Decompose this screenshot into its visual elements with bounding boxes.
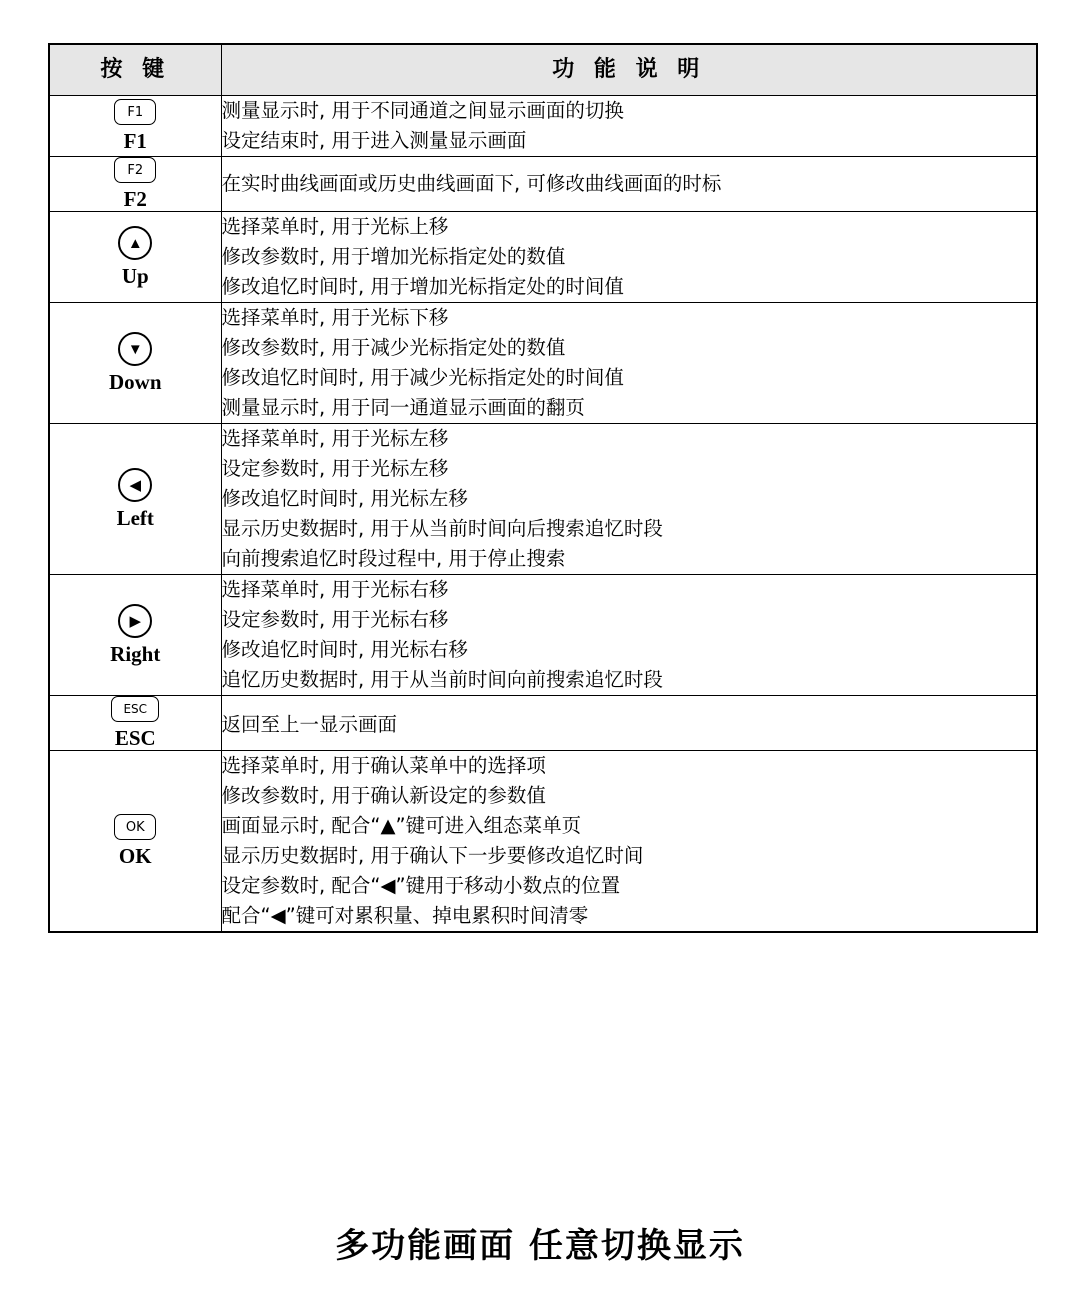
key-label: ESC	[114, 726, 156, 750]
right-arrow-key-icon	[50, 604, 221, 638]
description-line: 测量显示时, 用于同一通道显示画面的翻页	[221, 396, 585, 419]
description-line: 在实时曲线画面或历史曲线画面下, 可修改曲线画面的时标	[221, 172, 722, 195]
ok-key-icon	[50, 814, 221, 840]
key-label: OK	[118, 844, 152, 868]
key-label: F2	[123, 187, 147, 211]
description-cell	[221, 303, 1037, 424]
description-line: 设定结束时, 用于进入测量显示画面	[221, 129, 527, 152]
f1-key-button-shape: F1	[114, 99, 156, 125]
table-row	[49, 157, 1037, 212]
ok-key-button-shape: OK	[114, 814, 156, 840]
key-label: Down	[108, 370, 162, 394]
column-header-key-label: 按 键	[100, 57, 171, 82]
table-body	[49, 96, 1037, 933]
description-line: 修改参数时, 用于确认新设定的参数值	[221, 784, 546, 807]
f2-key-icon	[50, 157, 221, 183]
description-line: 选择菜单时, 用于光标上移	[221, 215, 449, 238]
table-row	[49, 575, 1037, 696]
description-line: 显示历史数据时, 用于从当前时间向后搜索追忆时段	[221, 517, 663, 540]
key-cell	[49, 212, 221, 303]
down-arrow-key-icon	[50, 332, 221, 366]
up-arrow-button-shape: ▲	[118, 226, 152, 260]
key-cell	[49, 303, 221, 424]
key-cell	[49, 96, 221, 157]
f2-key-button-shape: F2	[114, 157, 156, 183]
column-header-function	[221, 44, 1037, 96]
description-cell	[221, 96, 1037, 157]
table-row	[49, 96, 1037, 157]
description-line: 修改追忆时间时, 用于减少光标指定处的时间值	[221, 366, 624, 389]
description-cell	[221, 575, 1037, 696]
up-arrow-key-icon	[50, 226, 221, 260]
key-function-table	[48, 43, 1038, 933]
down-arrow-button-shape: ▼	[118, 332, 152, 366]
key-label: Left	[116, 506, 154, 530]
table-row	[49, 696, 1037, 751]
key-cell	[49, 751, 221, 933]
description-cell	[221, 157, 1037, 212]
table-row	[49, 303, 1037, 424]
key-cell	[49, 696, 221, 751]
column-header-function-label: 功 能 说 明	[552, 57, 706, 82]
description-line: 向前搜索追忆时段过程中, 用于停止搜索	[221, 547, 566, 570]
table-header	[49, 44, 1037, 96]
column-header-key	[49, 44, 221, 96]
description-line: 配合“◀”键可对累积量、掉电累积时间清零	[221, 904, 589, 927]
description-line: 选择菜单时, 用于确认菜单中的选择项	[221, 754, 546, 777]
footer-title: 多功能画面 任意切换显示	[335, 1226, 745, 1266]
description-line: 修改追忆时间时, 用光标右移	[221, 638, 468, 661]
key-cell	[49, 575, 221, 696]
description-line: 修改参数时, 用于减少光标指定处的数值	[221, 336, 566, 359]
description-line: 测量显示时, 用于不同通道之间显示画面的切换	[221, 99, 624, 122]
description-line: 选择菜单时, 用于光标右移	[221, 578, 449, 601]
description-cell	[221, 696, 1037, 751]
esc-key-button-shape: ESC	[111, 696, 159, 722]
description-cell	[221, 212, 1037, 303]
description-line: 修改参数时, 用于增加光标指定处的数值	[221, 245, 566, 268]
description-cell	[221, 751, 1037, 933]
description-line: 修改追忆时间时, 用于增加光标指定处的时间值	[221, 275, 624, 298]
description-line: 修改追忆时间时, 用光标左移	[221, 487, 468, 510]
left-arrow-button-shape: ◀	[118, 468, 152, 502]
right-arrow-button-shape: ▶	[118, 604, 152, 638]
esc-key-icon	[50, 696, 221, 722]
description-line: 设定参数时, 用于光标右移	[221, 608, 449, 631]
key-cell	[49, 424, 221, 575]
description-line: 选择菜单时, 用于光标左移	[221, 427, 449, 450]
description-line: 设定参数时, 配合“◀”键用于移动小数点的位置	[221, 874, 621, 897]
description-cell	[221, 424, 1037, 575]
description-line: 选择菜单时, 用于光标下移	[221, 306, 449, 329]
key-cell	[49, 157, 221, 212]
table-header-row	[49, 44, 1037, 96]
table-row	[49, 212, 1037, 303]
table-row	[49, 751, 1037, 933]
key-label: F1	[123, 129, 147, 153]
left-arrow-key-icon	[50, 468, 221, 502]
f1-key-icon	[50, 99, 221, 125]
key-label: Right	[110, 642, 161, 666]
description-line: 画面显示时, 配合“▲”键可进入组态菜单页	[221, 814, 582, 837]
description-line: 设定参数时, 用于光标左移	[221, 457, 449, 480]
key-label: Up	[121, 264, 149, 288]
description-line: 显示历史数据时, 用于确认下一步要修改追忆时间	[221, 844, 644, 867]
description-line: 追忆历史数据时, 用于从当前时间向前搜索追忆时段	[221, 668, 663, 691]
table-row	[49, 424, 1037, 575]
description-line: 返回至上一显示画面	[221, 713, 398, 736]
